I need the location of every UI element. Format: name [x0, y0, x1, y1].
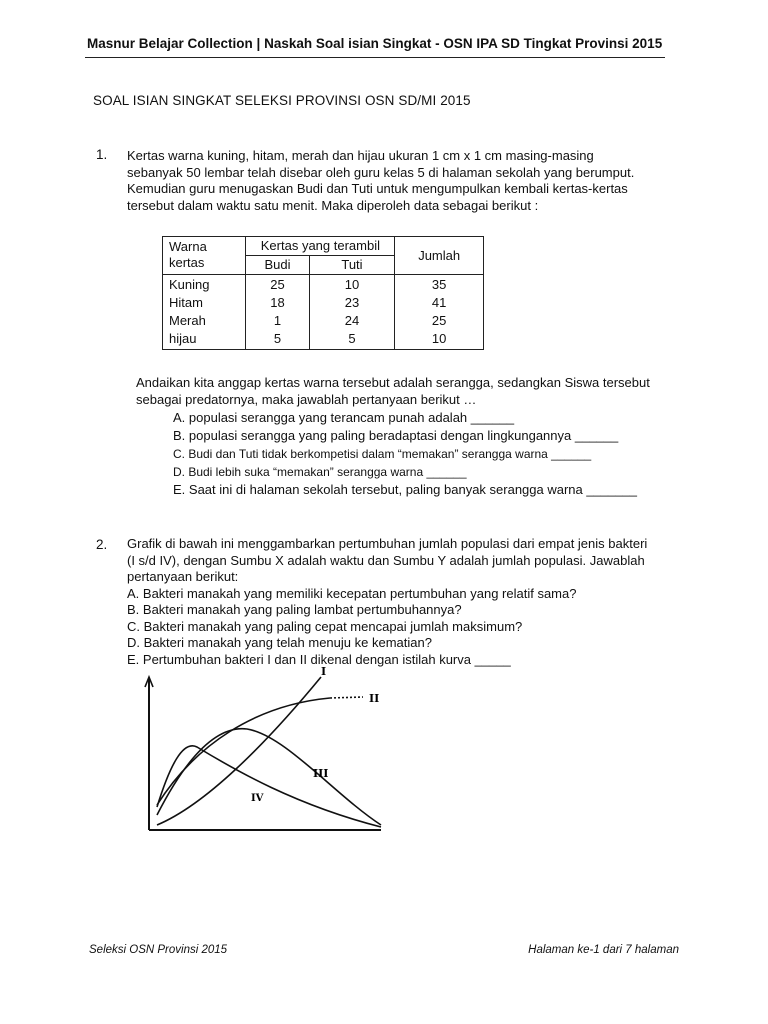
table-cell: 10: [431, 331, 447, 346]
option-a: A. populasi serangga yang terancam punah adalah ______: [173, 410, 515, 425]
tuti-column: [309, 275, 395, 350]
question-2-line: B. Bakteri manakah yang paling lambat pertumbuhannya?: [127, 602, 462, 617]
question-2-line: D. Bakteri manakah yang telah menuju ke kematian?: [127, 635, 432, 650]
table-cell: 25: [270, 277, 285, 292]
option-e: E. Saat ini di halaman sekolah tersebut, paling banyak serangga warna _______: [173, 482, 637, 497]
question-2-line: (I s/d IV), dengan Sumbu X adalah waktu dan Sumbu Y adalah jumlah populasi. Jawablah: [127, 552, 645, 568]
footer-left: Seleksi OSN Provinsi 2015: [89, 944, 228, 956]
question-2-number: 2.: [96, 537, 108, 552]
table-cell: 5: [348, 331, 356, 346]
header-kertas-terambil: Kertas yang terambil: [246, 237, 395, 256]
option-d: D. Budi lebih suka “memakan” serangga warna ______: [173, 465, 467, 479]
question-2-text: [127, 536, 647, 668]
jumlah-column: [395, 275, 484, 350]
table-cell: 5: [273, 331, 282, 346]
curve-label-II: II: [369, 692, 380, 705]
curve-label-III: III: [313, 767, 329, 780]
table-cell: 35: [431, 277, 447, 292]
question-2-line: Grafik di bawah ini menggambarkan pertumbuhan jumlah populasi dari empat jenis bakteri: [127, 536, 648, 551]
question-1-intro-line: sebagai predatornya, maka jawablah pertanyaan berikut …: [136, 391, 477, 407]
bacteria-growth-chart: [135, 665, 395, 840]
header-divider: [85, 57, 665, 58]
header-tuti: Tuti: [309, 256, 395, 275]
table-cell: 1: [273, 313, 282, 328]
curve-II-plateau: [330, 697, 363, 698]
table-cell: 25: [431, 313, 447, 328]
question-2-line: pertanyaan berikut:: [127, 569, 239, 584]
header-title: Masnur Belajar Collection | Naskah Soal isian Singkat - OSN IPA SD Tingkat Provinsi 2015: [87, 36, 663, 51]
question-2-line: A. Bakteri manakah yang memiliki kecepatan pertumbuhan yang relatif sama?: [127, 585, 577, 601]
curve-IV: [157, 746, 381, 827]
question-1-intro: [136, 375, 650, 408]
question-2-line: C. Bakteri manakah yang paling cepat mencapai jumlah maksimum?: [127, 618, 523, 634]
curve-label-IV: IV: [251, 793, 264, 804]
document-title: SOAL ISIAN SINGKAT SELEKSI PROVINSI OSN SD/MI 2015: [93, 93, 471, 108]
option-b: B. populasi serangga yang paling beradaptasi dengan lingkungannya ______: [173, 428, 619, 443]
curve-label-I: I: [321, 665, 327, 678]
table-cell: 24: [344, 313, 360, 328]
table-cell: 23: [344, 295, 360, 310]
footer-right: Halaman ke-1 dari 7 halaman: [528, 944, 679, 956]
table-cell: Merah: [169, 313, 206, 328]
question-1-line: tersebut dalam waktu satu menit. Maka diperoleh data sebagai berikut :: [127, 197, 539, 213]
option-c: C. Budi dan Tuti tidak berkompetisi dalam “memakan” serangga warna ______: [173, 447, 592, 461]
header-warna-kertas: Warna kertas: [163, 237, 246, 275]
table-cell: Kuning: [169, 277, 210, 292]
table-cell: 41: [431, 295, 447, 310]
question-1-line: Kemudian guru menugaskan Budi dan Tuti untuk mengumpulkan kembali kertas-kertas: [127, 181, 628, 196]
paper-count-table: [162, 236, 484, 350]
question-1-text: [127, 148, 683, 214]
table-cell: 10: [344, 277, 360, 292]
header-jumlah: Jumlah: [395, 237, 484, 275]
budi-column: [246, 275, 309, 350]
question-2-line: E. Pertumbuhan bakteri I dan II dikenal dengan istilah kurva _____: [127, 651, 511, 667]
table-cell: Hitam: [169, 295, 203, 310]
table-cell: 18: [270, 295, 285, 310]
question-1-line: Kertas warna kuning, hitam, merah dan hijau ukuran 1 cm x 1 cm masing-masing: [127, 148, 594, 163]
question-1-line: sebanyak 50 lembar telah disebar oleh guru kelas 5 di halaman sekolah yang berumput.: [127, 164, 635, 180]
curve-III: [157, 729, 381, 825]
header-budi: Budi: [246, 256, 309, 275]
color-column: [163, 275, 246, 350]
question-1-intro-line: Andaikan kita anggap kertas warna tersebut adalah serangga, sedangkan Siswa tersebut: [136, 375, 650, 390]
question-1-number: 1.: [96, 147, 108, 162]
table-cell: hijau: [169, 331, 197, 346]
question-1-options: [173, 409, 637, 499]
